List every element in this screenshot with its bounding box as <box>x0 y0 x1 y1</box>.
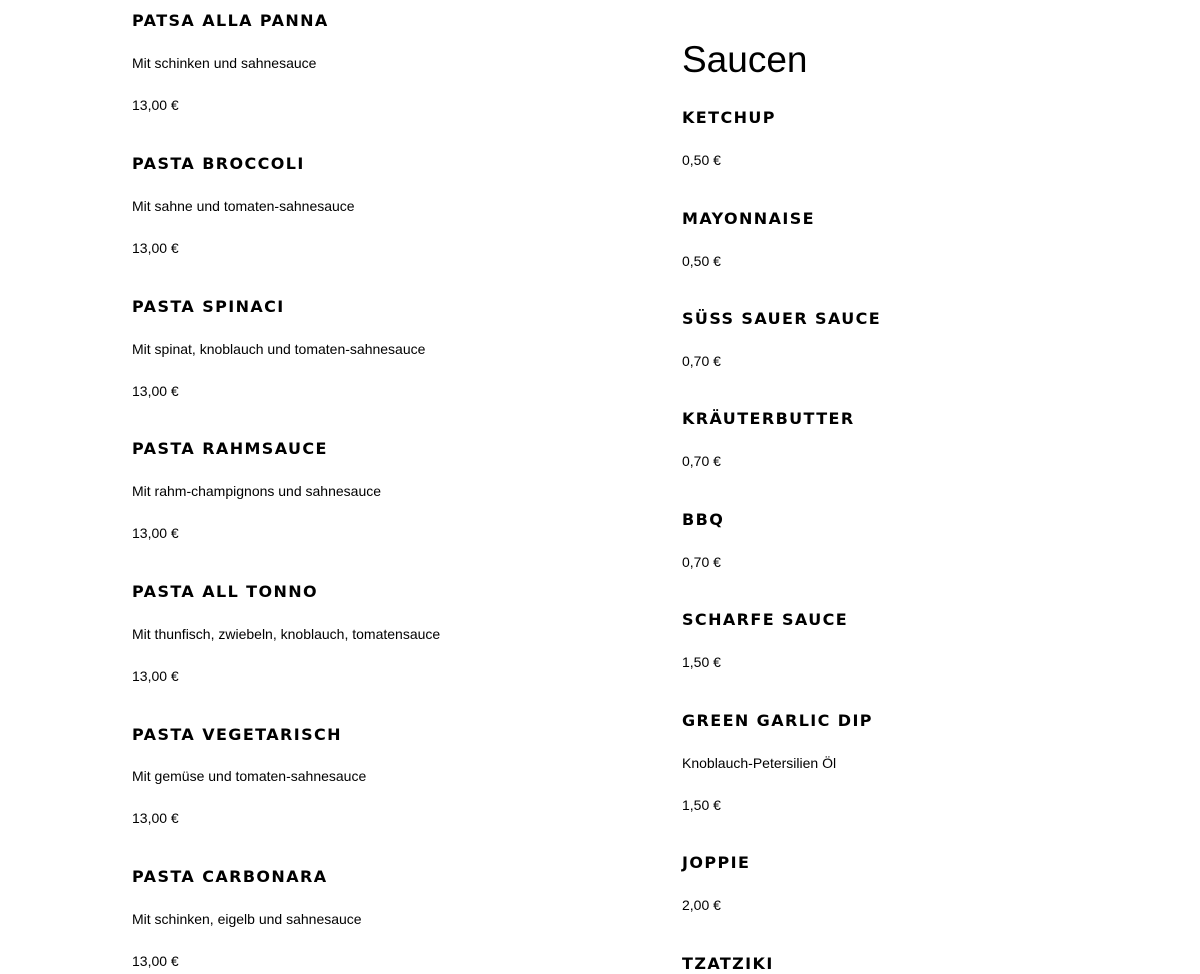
item-price: 13,00 € <box>132 953 179 969</box>
item-price: 0,50 € <box>682 152 721 168</box>
item-name: TZATZIKI <box>682 954 774 973</box>
item-name: JOPPIE <box>682 853 751 872</box>
item-price: 13,00 € <box>132 525 179 541</box>
item-name: SCHARFE SAUCE <box>682 610 849 629</box>
item-price: 0,70 € <box>682 554 721 570</box>
item-name: PATSA ALLA PANNA <box>132 11 329 30</box>
item-name: SÜSS SAUER SAUCE <box>682 309 882 328</box>
item-price: 13,00 € <box>132 240 179 256</box>
item-name: PASTA ALL TONNO <box>132 582 319 601</box>
item-name: PASTA RAHMSAUCE <box>132 439 328 458</box>
item-description: Mit thunfisch, zwiebeln, knoblauch, tomatensauce <box>132 626 441 642</box>
item-price: 0,70 € <box>682 353 721 369</box>
item-description: Mit sahne und tomaten-sahnesauce <box>132 198 355 214</box>
item-price: 13,00 € <box>132 668 179 684</box>
item-description: Mit spinat, knoblauch und tomaten-sahnesauce <box>132 341 426 357</box>
item-description: Knoblauch-Petersilien Öl <box>682 755 837 771</box>
item-name: PASTA BROCCOLI <box>132 154 305 173</box>
item-price: 13,00 € <box>132 97 179 113</box>
item-price: 1,50 € <box>682 654 721 670</box>
item-price: 1,50 € <box>682 797 721 813</box>
item-price: 13,00 € <box>132 383 179 399</box>
item-name: PASTA SPINACI <box>132 297 285 316</box>
item-description: Mit schinken und sahnesauce <box>132 55 317 71</box>
item-description: Mit rahm-champignons und sahnesauce <box>132 483 382 499</box>
item-name: GREEN GARLIC DIP <box>682 711 873 730</box>
item-description: Mit gemüse und tomaten-sahnesauce <box>132 768 367 784</box>
item-price: 0,70 € <box>682 453 721 469</box>
section-title: Saucen <box>682 39 808 80</box>
item-price: 2,00 € <box>682 897 721 913</box>
item-name: KETCHUP <box>682 108 776 127</box>
item-price: 13,00 € <box>132 810 179 826</box>
item-name: BBQ <box>682 510 725 529</box>
item-name: PASTA VEGETARISCH <box>132 725 342 744</box>
item-description: Mit schinken, eigelb und sahnesauce <box>132 911 362 927</box>
item-name: PASTA CARBONARA <box>132 867 328 886</box>
item-name: MAYONNAISE <box>682 209 815 228</box>
item-name: KRÄUTERBUTTER <box>682 409 855 428</box>
item-price: 0,50 € <box>682 253 721 269</box>
